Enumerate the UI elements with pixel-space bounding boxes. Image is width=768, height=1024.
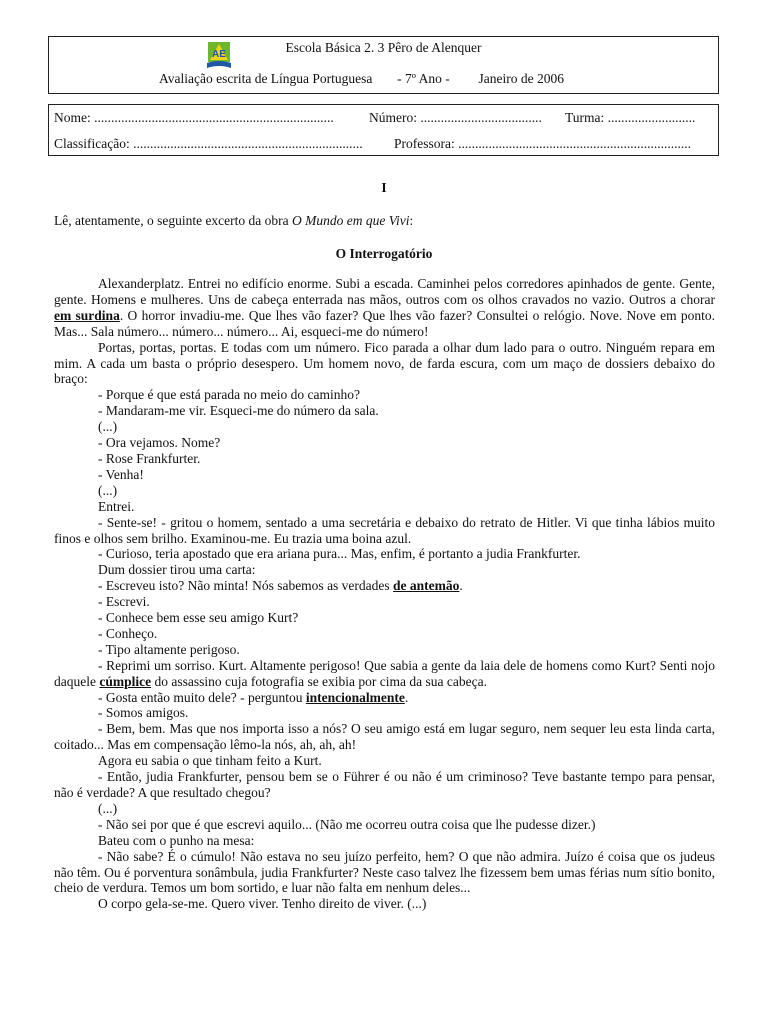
name-field[interactable]: Nome: ....................................................................... xyxy=(54,110,334,125)
passage xyxy=(54,276,715,912)
text-span: do assassino cuja fotografia se exibia por cima da sua cabeça. xyxy=(151,673,487,689)
text-span: . xyxy=(404,689,409,705)
dialogue-line: - Venha! xyxy=(98,466,144,482)
dialogue-line: - Ora vejamos. Nome? xyxy=(98,435,221,451)
text-span: . O horror invadiu-me. Que lhes vão fazer? Que lhes vão fazer? Consultei o relógio. Nove. Nove em ponto. Mas... Sala número... número... número... Ai, esqueci-me do número! xyxy=(54,307,716,339)
test-date: Janeiro de 2006 xyxy=(478,71,564,86)
dialogue-line xyxy=(54,658,715,690)
dialogue-line: - Rose Frankfurter. xyxy=(98,450,201,466)
dialogue-line: - Porque é que está parada no meio do caminho? xyxy=(98,387,361,403)
narration-line: Entrei. xyxy=(98,498,135,514)
keyword: cúmplice xyxy=(99,673,152,689)
dialogue-line xyxy=(54,690,715,706)
text-span: . xyxy=(459,578,463,594)
instruction-lead: Lê, atentamente, o seguinte excerto da obra xyxy=(54,213,293,228)
text-title: O Interrogatório xyxy=(335,246,433,261)
test-subject: Avaliação escrita de Língua Portuguesa xyxy=(159,71,373,86)
teacher-field[interactable]: Professora: ..................................................................... xyxy=(394,136,691,151)
text-span: Alexanderplatz. Entrei no edifício enorme. Subi a escada. Caminhei pelos corredores apinhados de gente. Gente, gente. Homens e mulheres. Uns de cabeça enterrada nas mãos, outros com os olhos cravados no vazio. Outros a chorar xyxy=(54,276,715,307)
narration-line: Agora eu sabia o que tinham feito a Kurt. xyxy=(98,753,322,769)
omission: (...) xyxy=(98,800,118,816)
keyword: intencionalmente xyxy=(305,689,405,705)
keyword: de antemão xyxy=(393,578,460,594)
paragraph: Portas, portas, portas. E todas com um número. Fico parada a olhar dum lado para o outro. Ninguém repara em mim. A cada um basta o próprio desespero. Um homem novo, de farda escura, com um maço de dossiers debaixo do braço: xyxy=(54,339,715,387)
dialogue-line: - Sente-se! - gritou o homem, sentado a uma secretária e debaixo do retrato de Hitler. Vi que tinha lábios muito finos e olhos sem brilho. Examinou-me. Eu trazia uma boina azul. xyxy=(54,514,715,546)
narration-line: O corpo gela-se-me. Quero viver. Tenho direito de viver. (...) xyxy=(98,896,427,912)
dialogue-line: - Escrevi. xyxy=(98,594,150,610)
instruction-end: : xyxy=(409,213,414,228)
dialogue-line: - Curioso, teria apostado que era ariana pura... Mas, enfim, é portanto a judia Frankfurter. xyxy=(98,546,581,562)
section-number: I xyxy=(381,180,387,195)
school-name: Escola Básica 2. 3 Pêro de Alenquer xyxy=(285,40,482,55)
logo-letters: AE xyxy=(212,49,226,60)
dialogue-line: - Conhece bem esse seu amigo Kurt? xyxy=(98,610,299,626)
dialogue-line: - Não sei por que é que escrevi aquilo... (Não me ocorreu outra coisa que lhe pudesse dizer.) xyxy=(98,816,596,832)
paragraph xyxy=(54,276,715,340)
number-field[interactable]: Número: .................................... xyxy=(369,110,542,125)
dialogue-line: - Tipo altamente perigoso. xyxy=(98,641,240,657)
narration-line: Dum dossier tirou uma carta: xyxy=(98,562,256,578)
text-span: - Reprimi um sorriso. Kurt. Altamente perigoso! Que sabia a gente da laia dele de homens como Kurt? Senti nojo daquele xyxy=(54,657,715,689)
dialogue-line xyxy=(54,578,715,594)
student-info-box xyxy=(48,104,719,156)
grade-field[interactable]: Classificação: .................................................................... xyxy=(54,136,363,151)
omission: (...) xyxy=(98,419,118,435)
test-title-line xyxy=(159,71,564,87)
instruction xyxy=(54,213,413,229)
header-box xyxy=(48,36,719,94)
dialogue-line: - Conheço. xyxy=(98,625,158,641)
dialogue-line: - Então, judia Frankfurter, pensou bem se o Führer é ou não é um criminoso? Teve bastante tempo para pensar, não é verdade? A que resultado chegou? xyxy=(54,769,715,800)
work-title: O Mundo em que Vivi xyxy=(292,213,410,228)
keyword: em surdina xyxy=(54,307,120,323)
narration-line: Bateu com o punho na mesa: xyxy=(98,832,255,848)
dialogue-line: - Não sabe? É o cúmulo! Não estava no seu juízo perfeito, hem? O que não admira. Juízo é coisa que os judeus não têm. Ou é porventura sonâmbula, judia Frankfurter? Neste caso talvez lhe fizessem bem umas férias num sítio bonito, cheio de verdura. Temos um bom sortido, e luar não falta em nenhum deles... xyxy=(54,848,715,896)
omission: (...) xyxy=(98,482,118,498)
text-span: - Gosta então muito dele? - perguntou xyxy=(98,689,306,705)
dialogue-line: - Somos amigos. xyxy=(98,705,189,721)
dialogue-line: - Bem, bem. Mas que nos importa isso a nós? O seu amigo está em lugar seguro, nem sequer leu esta linda carta, coitado... Mas em compensação lêmo-la nós, ah, ah, ah! xyxy=(54,721,715,753)
class-field[interactable]: Turma: .......................... xyxy=(565,110,696,125)
text-span: - Escreveu isto? Não minta! Nós sabemos as verdades xyxy=(98,578,394,594)
dialogue-line: - Mandaram-me vir. Esqueci-me do número da sala. xyxy=(98,403,379,419)
test-grade: - 7º Ano - xyxy=(397,71,450,86)
